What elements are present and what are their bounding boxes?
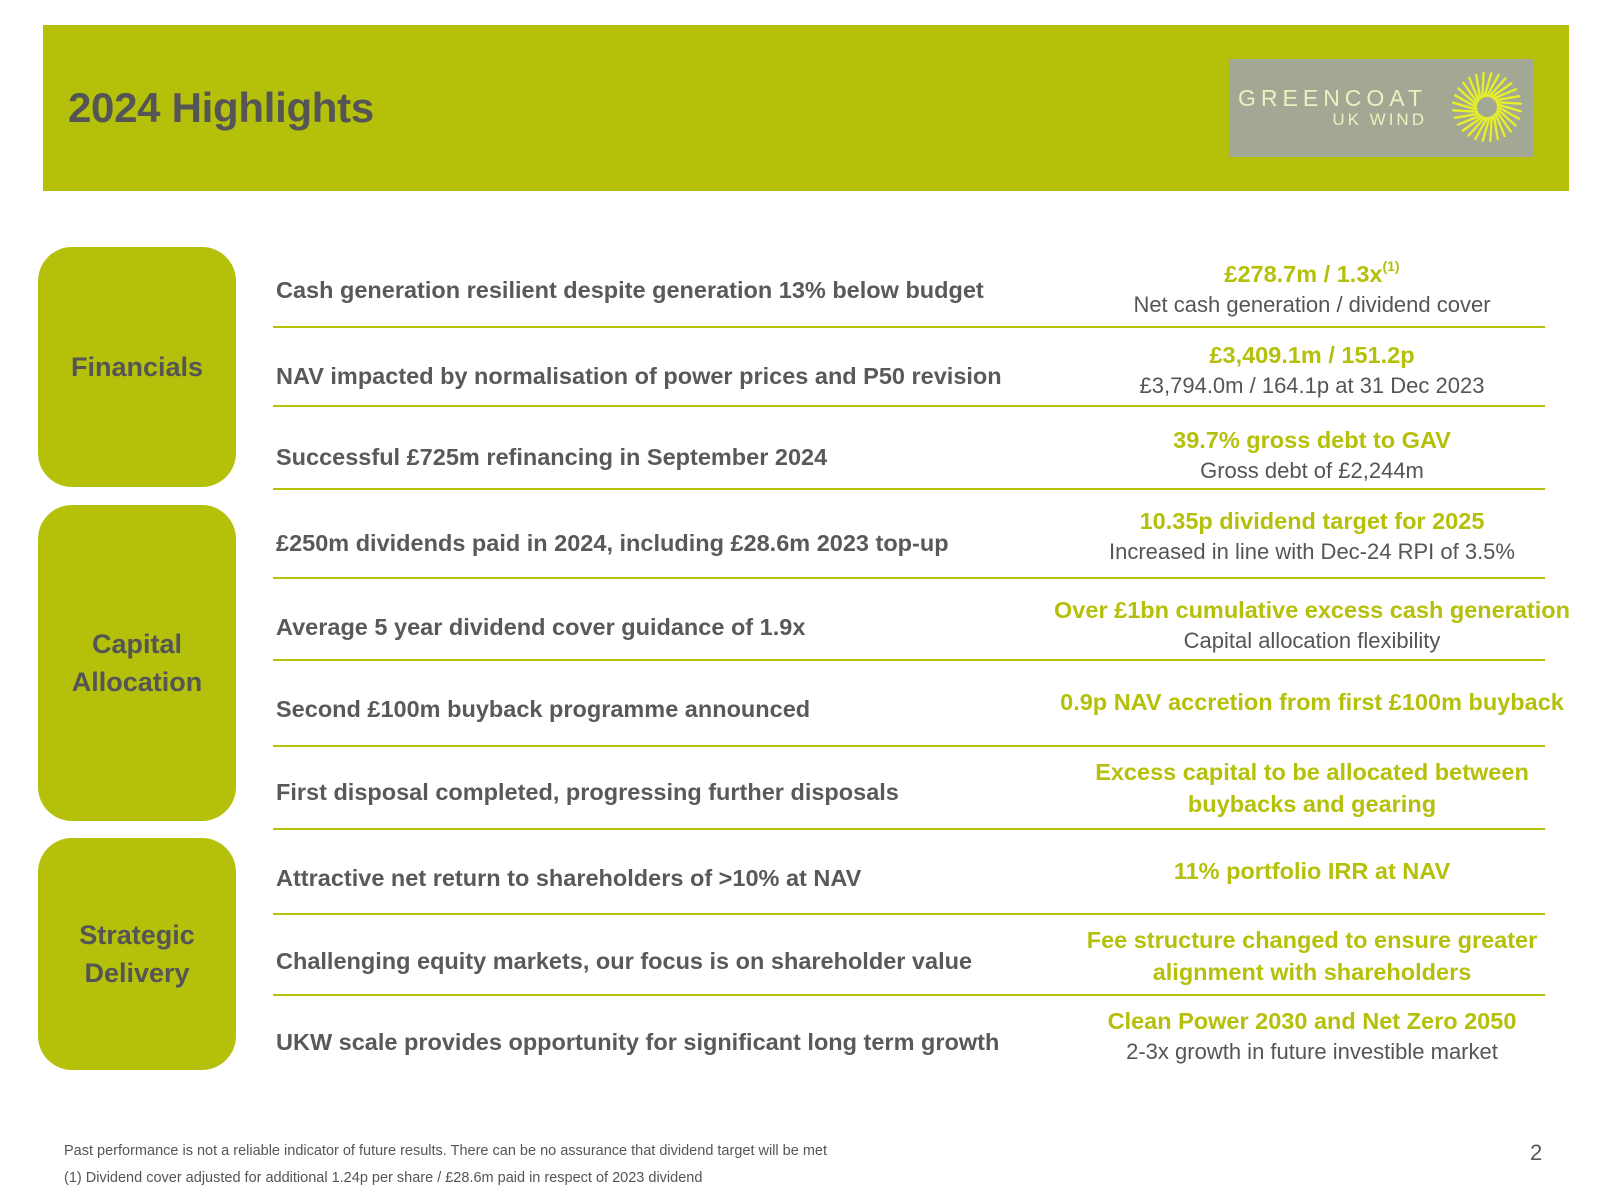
row-7-statement: First disposal completed, progressing further disposals (276, 778, 899, 805)
greencoat-logo (1229, 59, 1533, 157)
row-2-statement: NAV impacted by normalisation of power prices and P50 revision (276, 362, 1002, 389)
row-4-statement: £250m dividends paid in 2024, including £28.6m 2023 top-up (276, 529, 949, 556)
category-capital-allocation (38, 505, 236, 821)
logo-subtitle: UK WIND (1332, 110, 1427, 129)
row-5-statement: Average 5 year dividend cover guidance of 1.9x (276, 613, 806, 640)
footnote-1: (1) Dividend cover adjusted for additional 1.24p per share / £28.6m paid in respect of 2023 dividend (64, 1170, 703, 1186)
row-1-subtext: Net cash generation / dividend cover (1133, 291, 1491, 317)
row-4-subtext: Increased in line with Dec-24 RPI of 3.5% (1109, 539, 1515, 564)
row-divider (273, 405, 1545, 407)
row-1-metric (1022, 252, 1600, 320)
row-9-metric (1022, 924, 1600, 988)
footnote-ref: (1) (1382, 258, 1400, 274)
row-3-statement: Successful £725m refinancing in September 2024 (276, 443, 828, 470)
row-10-metric (1022, 1005, 1600, 1067)
page-title: 2024 Highlights (68, 84, 374, 131)
row-5-subtext: Capital allocation flexibility (1183, 628, 1441, 653)
row-4-metric (1022, 505, 1600, 567)
row-7-highlight: Excess capital to be allocated between buybacks and gearing (1095, 759, 1529, 817)
row-divider (273, 659, 1545, 661)
row-1-highlight (1022, 252, 1600, 290)
row-9-statement: Challenging equity markets, our focus is on shareholder value (276, 947, 973, 974)
row-divider (273, 828, 1545, 830)
row-10-statement: UKW scale provides opportunity for significant long term growth (276, 1028, 1000, 1055)
row-8-statement: Attractive net return to shareholders of >10% at NAV (276, 864, 862, 891)
row-10-subtext: 2-3x growth in future investible market (1126, 1039, 1498, 1064)
sun-ray (1490, 117, 1491, 141)
disclaimer-note: Past performance is not a reliable indicator of future results. There can be no assurance that dividend target will be met (64, 1143, 828, 1159)
row-8-metric (1022, 855, 1600, 887)
row-8-highlight: 11% portfolio IRR at NAV (1173, 858, 1451, 884)
row-divider (273, 577, 1545, 579)
sun-ray (1453, 110, 1477, 111)
row-5-highlight: Over £1bn cumulative excess cash generation (1054, 597, 1570, 623)
category-strategic-delivery-label: Strategic Delivery (79, 920, 195, 988)
category-financials (38, 247, 236, 487)
row-6-highlight: 0.9p NAV accretion from first £100m buyback (1060, 689, 1564, 715)
logo-word: GREENCOAT (1238, 85, 1427, 111)
row-2-subtext: £3,794.0m / 164.1p at 31 Dec 2023 (1139, 373, 1485, 398)
row-3-subtext: Gross debt of £2,244m (1200, 458, 1424, 483)
sun-ray (1482, 73, 1483, 97)
row-2-highlight: £3,409.1m / 151.2p (1209, 342, 1415, 368)
row-2-metric (1022, 339, 1600, 401)
row-3-highlight: 39.7% gross debt to GAV (1173, 427, 1451, 453)
row-1-highlight-text: £278.7m / 1.3x (1224, 260, 1383, 287)
row-divider (273, 994, 1545, 996)
row-1-statement: Cash generation resilient despite generation 13% below budget (276, 276, 984, 303)
category-financials-label: Financials (70, 352, 204, 382)
row-divider (273, 913, 1545, 915)
row-divider (273, 745, 1545, 747)
category-capital-allocation-label: Capital Allocation (71, 629, 203, 697)
sun-icon (1447, 67, 1527, 147)
row-3-metric (1022, 424, 1600, 486)
row-10-highlight: Clean Power 2030 and Net Zero 2050 (1107, 1008, 1517, 1034)
row-7-metric (1022, 756, 1600, 820)
row-6-statement: Second £100m buyback programme announced (276, 695, 811, 722)
row-divider (273, 326, 1545, 328)
page-number: 2 (1530, 1140, 1543, 1165)
row-9-highlight: Fee structure changed to ensure greater alignment with shareholders (1086, 927, 1538, 985)
row-4-highlight: 10.35p dividend target for 2025 (1139, 508, 1485, 534)
category-strategic-delivery (38, 838, 236, 1070)
row-divider (273, 488, 1545, 490)
row-6-metric (1022, 686, 1600, 718)
sun-ray (1497, 102, 1521, 103)
row-5-metric (1022, 594, 1600, 656)
